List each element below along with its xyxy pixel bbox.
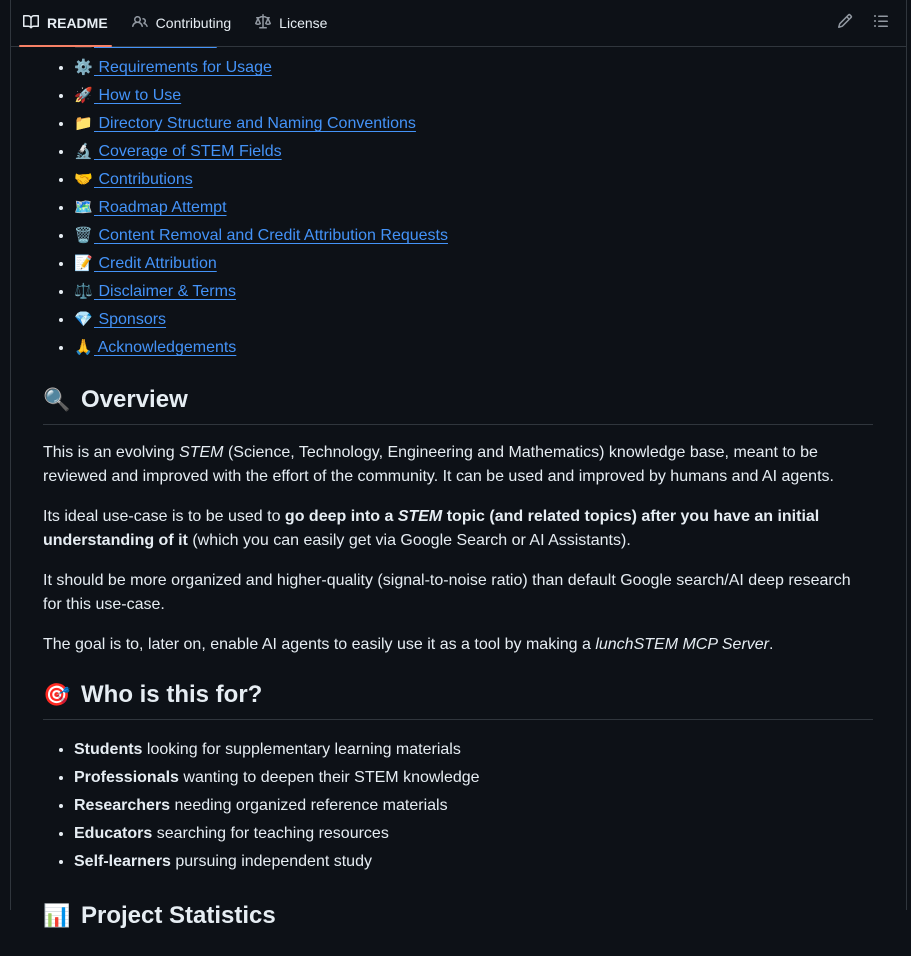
list-unordered-icon (873, 13, 889, 34)
chart-icon: 📊 (43, 903, 71, 928)
toc-item (74, 166, 873, 194)
memo-icon: 📝 (74, 255, 93, 272)
readme-content (43, 26, 873, 956)
toc-item (74, 222, 873, 250)
toc-item (74, 278, 873, 306)
toc-label: How to Use (98, 87, 182, 104)
readme-tab-bar (11, 0, 906, 47)
tab-label: License (279, 15, 328, 31)
book-icon (23, 14, 39, 33)
tab-label: README (47, 15, 108, 31)
folder-icon: 📁 (74, 115, 93, 132)
table-of-contents (43, 26, 873, 362)
tab-license[interactable] (243, 0, 339, 46)
tab-readme[interactable] (11, 0, 120, 46)
toc-link-roadmap[interactable] (74, 199, 227, 216)
audience-heading (43, 679, 873, 720)
list-item: • Self-learners pursuing independent study (74, 848, 873, 876)
audience-list (43, 736, 873, 876)
heading-text: Who is this for? (81, 681, 263, 708)
toc-link-credit-attribution[interactable] (74, 255, 217, 272)
toc-link-requirements[interactable] (74, 59, 272, 76)
toc-label: Coverage of STEM Fields (98, 143, 282, 160)
overview-paragraph-4: The goal is to, later on, enable AI agents to easily use it as a tool by making a lunchSTEM MCP Server. (43, 636, 774, 653)
toc-item (74, 54, 873, 82)
gem-icon: 💎 (74, 311, 93, 328)
toc-item (74, 82, 873, 110)
overview-paragraph-3: It should be more organized and higher-quality (signal-to-noise ratio) than default Google search/AI deep research for this use-case. (43, 572, 851, 613)
toc-link-directory-structure[interactable] (74, 115, 416, 132)
outline-button[interactable] (866, 8, 896, 38)
tab-contributing[interactable] (120, 0, 244, 46)
microscope-icon: 🔬 (74, 143, 93, 160)
toc-item (74, 250, 873, 278)
heading-text: Overview (81, 386, 188, 413)
map-icon: 🗺️ (74, 199, 93, 216)
toc-label: Disclaimer & Terms (98, 283, 236, 300)
gear-icon: ⚙️ (74, 59, 93, 76)
toc-item (74, 306, 873, 334)
toc-label: Credit Attribution (98, 255, 217, 272)
praying-hands-icon: 🙏 (74, 339, 93, 356)
overview-paragraph-2: Its ideal use-case is to be used to go deep into a STEM topic (and related topics) after you have an initial understanding of it (which you can easily get via Google Search or AI Assistants). (43, 508, 820, 549)
toc-label: Contributions (98, 171, 193, 188)
toc-label: Directory Structure and Naming Conventions (98, 115, 416, 132)
toc-label: Roadmap Attempt (98, 199, 227, 216)
toc-item (74, 138, 873, 166)
toc-label: Requirements for Usage (98, 59, 272, 76)
list-item: • Professionals wanting to deepen their STEM knowledge (74, 764, 873, 792)
tab-label: Contributing (155, 15, 232, 31)
toc-link-sponsors[interactable] (74, 311, 166, 328)
list-item: • Educators searching for teaching resources (74, 820, 873, 848)
toc-link-coverage[interactable] (74, 143, 282, 160)
toc-link-acknowledgements[interactable] (74, 339, 236, 356)
toc-link-disclaimer[interactable] (74, 283, 236, 300)
toc-link-content-removal[interactable] (74, 227, 448, 244)
toc-item (74, 110, 873, 138)
toc-label: Content Removal and Credit Attribution Requests (98, 227, 448, 244)
edit-file-button[interactable] (830, 8, 860, 38)
toc-item (74, 334, 873, 362)
readme-tools (830, 8, 906, 38)
toc-link-how-to-use[interactable] (74, 87, 181, 104)
magnifier-icon: 🔍 (43, 387, 71, 412)
list-item: • Researchers needing organized reference materials (74, 792, 873, 820)
toc-label: Sponsors (98, 311, 167, 328)
people-icon (132, 14, 148, 33)
overview-heading (43, 384, 873, 425)
toc-link-contributions[interactable] (74, 171, 193, 188)
target-icon: 🎯 (43, 682, 71, 707)
rocket-icon: 🚀 (74, 87, 93, 104)
law-icon (255, 14, 271, 33)
heading-text: Project Statistics (81, 902, 276, 929)
pencil-icon (837, 13, 853, 34)
project-statistics-heading (43, 900, 873, 940)
toc-item (74, 194, 873, 222)
list-item: • Students looking for supplementary learning materials (74, 736, 873, 764)
overview-paragraph-1: This is an evolving STEM (Science, Technology, Engineering and Mathematics) knowledge base, meant to be reviewed and improved with the effort of the community. It can be used and improved by humans and AI agents. (43, 444, 834, 485)
handshake-icon: 🤝 (74, 171, 93, 188)
wastebasket-icon: 🗑️ (74, 227, 93, 244)
toc-label: Acknowledgements (97, 339, 237, 356)
scales-icon: ⚖️ (74, 283, 93, 300)
